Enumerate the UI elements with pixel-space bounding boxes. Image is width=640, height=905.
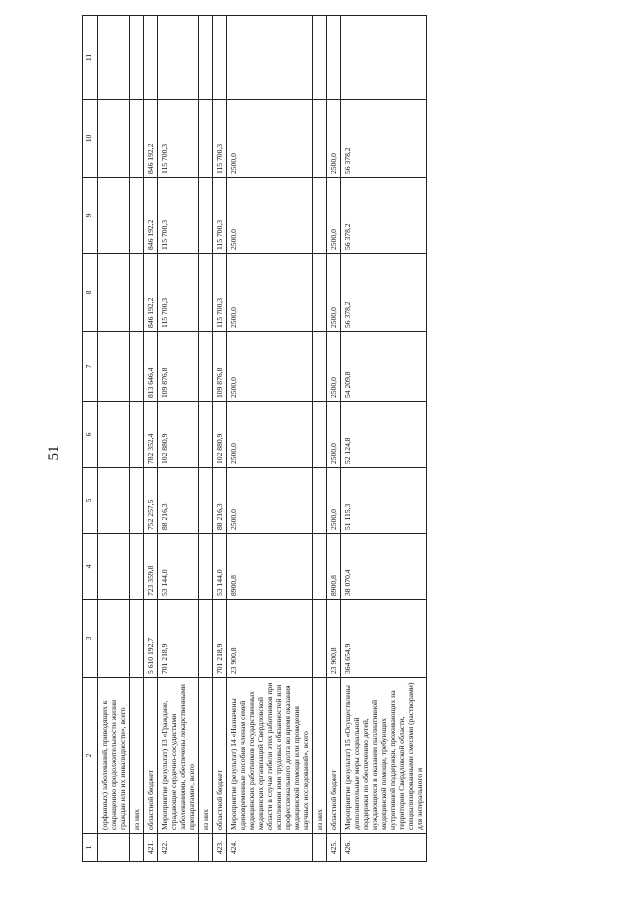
col-4: 38 070,4 bbox=[341, 534, 427, 600]
col-9 bbox=[199, 178, 213, 254]
col-3: 5 610 192,7 bbox=[144, 600, 158, 678]
table-row bbox=[130, 16, 144, 862]
col-5: 2500,0 bbox=[327, 468, 341, 534]
col-8: 56 378,2 bbox=[341, 254, 427, 332]
col-10: 115 700,3 bbox=[213, 100, 227, 178]
col-11 bbox=[313, 16, 327, 100]
col-5: 752 257,5 bbox=[144, 468, 158, 534]
col-6: 102 880,9 bbox=[158, 402, 199, 468]
col-9: 2500,0 bbox=[227, 178, 313, 254]
col-3: 364 654,9 bbox=[341, 600, 427, 678]
header-col-8: 8 bbox=[83, 254, 98, 332]
col-5: 88 216,3 bbox=[158, 468, 199, 534]
row-number: 425. bbox=[327, 834, 341, 862]
col-7: 109 876,8 bbox=[213, 332, 227, 402]
row-description: Мероприятие (результат) 15 «Осуществлены дополнительные меры социальной поддержки по обеспечению детей, нуждающихся в оказании паллиативной медицинской помощи, требующих нутритивной поддержки, проживающих на территории Свердловской области, специализированными смесями (растворами) для энтерального и bbox=[341, 678, 427, 834]
row-description: из них bbox=[313, 678, 327, 834]
rotated-table-container bbox=[82, 53, 612, 862]
col-7 bbox=[313, 332, 327, 402]
col-8 bbox=[130, 254, 144, 332]
row-description: областной бюджет bbox=[327, 678, 341, 834]
row-number bbox=[313, 834, 327, 862]
col-4: 723 359,8 bbox=[144, 534, 158, 600]
col-10: 56 378,2 bbox=[341, 100, 427, 178]
col-10 bbox=[199, 100, 213, 178]
col-10: 2500,0 bbox=[227, 100, 313, 178]
col-7: 109 876,8 bbox=[158, 332, 199, 402]
table-row bbox=[227, 16, 313, 862]
header-col-3: 3 bbox=[83, 600, 98, 678]
row-description: из них bbox=[130, 678, 144, 834]
table-row bbox=[327, 16, 341, 862]
row-description: из них bbox=[199, 678, 213, 834]
col-9: 846 192,2 bbox=[144, 178, 158, 254]
row-description: Мероприятие (результат) 14 «Назначены единовременные пособия членам семей медицинских работников государственных медицинских организаций Свердловской области в случае гибели этих работников при исполнении ими трудовых обязанностей или профессионального долга во время оказания медицинской помощи или проведения научных исследований», всего bbox=[227, 678, 313, 834]
col-11 bbox=[98, 16, 130, 100]
row-number: 423. bbox=[213, 834, 227, 862]
col-9: 115 700,3 bbox=[213, 178, 227, 254]
col-6 bbox=[98, 402, 130, 468]
col-5: 51 115,3 bbox=[341, 468, 427, 534]
table-row bbox=[199, 16, 213, 862]
col-5: 88 216,3 bbox=[213, 468, 227, 534]
col-4: 8900,8 bbox=[227, 534, 313, 600]
row-number: 424. bbox=[227, 834, 313, 862]
row-number bbox=[199, 834, 213, 862]
row-description: Мероприятие (результат) 13 «Граждане, страдающие сердечно-сосудистыми заболеваниями, обеспечены лекарственными препаратами», всего bbox=[158, 678, 199, 834]
col-8: 115 700,3 bbox=[213, 254, 227, 332]
col-5: 2500,0 bbox=[227, 468, 313, 534]
col-3 bbox=[313, 600, 327, 678]
col-7: 2500,0 bbox=[327, 332, 341, 402]
row-number bbox=[98, 834, 130, 862]
col-3: 701 218,9 bbox=[158, 600, 199, 678]
col-10: 115 700,3 bbox=[158, 100, 199, 178]
col-6 bbox=[313, 402, 327, 468]
col-7: 54 209,8 bbox=[341, 332, 427, 402]
col-5 bbox=[130, 468, 144, 534]
col-6: 782 352,4 bbox=[144, 402, 158, 468]
col-9: 56 378,2 bbox=[341, 178, 427, 254]
col-6: 2500,0 bbox=[327, 402, 341, 468]
budget-table bbox=[82, 15, 427, 862]
table-row bbox=[98, 16, 130, 862]
col-5 bbox=[313, 468, 327, 534]
col-8 bbox=[313, 254, 327, 332]
col-3: 23 900,8 bbox=[327, 600, 341, 678]
col-5 bbox=[98, 468, 130, 534]
col-3 bbox=[98, 600, 130, 678]
header-col-1: 1 bbox=[83, 834, 98, 862]
col-4: 8900,8 bbox=[327, 534, 341, 600]
col-6: 2500,0 bbox=[227, 402, 313, 468]
col-8: 2500,0 bbox=[327, 254, 341, 332]
col-8: 2500,0 bbox=[227, 254, 313, 332]
table-body bbox=[98, 16, 427, 862]
col-10 bbox=[130, 100, 144, 178]
row-description: областной бюджет bbox=[144, 678, 158, 834]
col-4 bbox=[98, 534, 130, 600]
page-number: 51 bbox=[46, 445, 62, 461]
table-row bbox=[213, 16, 227, 862]
col-7 bbox=[98, 332, 130, 402]
col-3 bbox=[199, 600, 213, 678]
col-4 bbox=[313, 534, 327, 600]
table-header-row bbox=[83, 16, 98, 862]
col-4: 53 144,0 bbox=[158, 534, 199, 600]
col-11 bbox=[144, 16, 158, 100]
header-col-11: 11 bbox=[83, 16, 98, 100]
col-3 bbox=[130, 600, 144, 678]
col-6: 52 124,8 bbox=[341, 402, 427, 468]
col-6 bbox=[130, 402, 144, 468]
col-8 bbox=[199, 254, 213, 332]
col-10 bbox=[98, 100, 130, 178]
col-7: 2500,0 bbox=[227, 332, 313, 402]
col-11 bbox=[227, 16, 313, 100]
header-col-5: 5 bbox=[83, 468, 98, 534]
header-col-7: 7 bbox=[83, 332, 98, 402]
col-9 bbox=[98, 178, 130, 254]
col-8: 846 192,2 bbox=[144, 254, 158, 332]
table-row bbox=[144, 16, 158, 862]
row-description: (орфанных) заболеваний, приводящих к сокращению продолжительности жизни граждан или их инвалидности», всего bbox=[98, 678, 130, 834]
row-number: 426. bbox=[341, 834, 427, 862]
table-row bbox=[313, 16, 327, 862]
col-3: 23 900,8 bbox=[227, 600, 313, 678]
col-9: 115 700,3 bbox=[158, 178, 199, 254]
table-row bbox=[158, 16, 199, 862]
col-4: 53 144,0 bbox=[213, 534, 227, 600]
col-11 bbox=[213, 16, 227, 100]
row-number: 421. bbox=[144, 834, 158, 862]
col-11 bbox=[327, 16, 341, 100]
col-6 bbox=[199, 402, 213, 468]
col-9 bbox=[130, 178, 144, 254]
header-col-2: 2 bbox=[83, 678, 98, 834]
col-9 bbox=[313, 178, 327, 254]
row-description: областной бюджет bbox=[213, 678, 227, 834]
col-7 bbox=[199, 332, 213, 402]
col-5 bbox=[199, 468, 213, 534]
col-7 bbox=[130, 332, 144, 402]
table-row bbox=[341, 16, 427, 862]
col-10 bbox=[313, 100, 327, 178]
col-11 bbox=[158, 16, 199, 100]
header-col-4: 4 bbox=[83, 534, 98, 600]
header-col-10: 10 bbox=[83, 100, 98, 178]
header-col-6: 6 bbox=[83, 402, 98, 468]
col-8: 115 700,3 bbox=[158, 254, 199, 332]
col-10: 2500,0 bbox=[327, 100, 341, 178]
col-3: 701 218,9 bbox=[213, 600, 227, 678]
col-8 bbox=[98, 254, 130, 332]
col-11 bbox=[199, 16, 213, 100]
col-4 bbox=[130, 534, 144, 600]
header-col-9: 9 bbox=[83, 178, 98, 254]
col-10: 846 192,2 bbox=[144, 100, 158, 178]
col-7: 813 646,4 bbox=[144, 332, 158, 402]
row-number: 422. bbox=[158, 834, 199, 862]
col-4 bbox=[199, 534, 213, 600]
col-11 bbox=[341, 16, 427, 100]
col-6: 102 880,9 bbox=[213, 402, 227, 468]
col-11 bbox=[130, 16, 144, 100]
col-9: 2500,0 bbox=[327, 178, 341, 254]
row-number bbox=[130, 834, 144, 862]
